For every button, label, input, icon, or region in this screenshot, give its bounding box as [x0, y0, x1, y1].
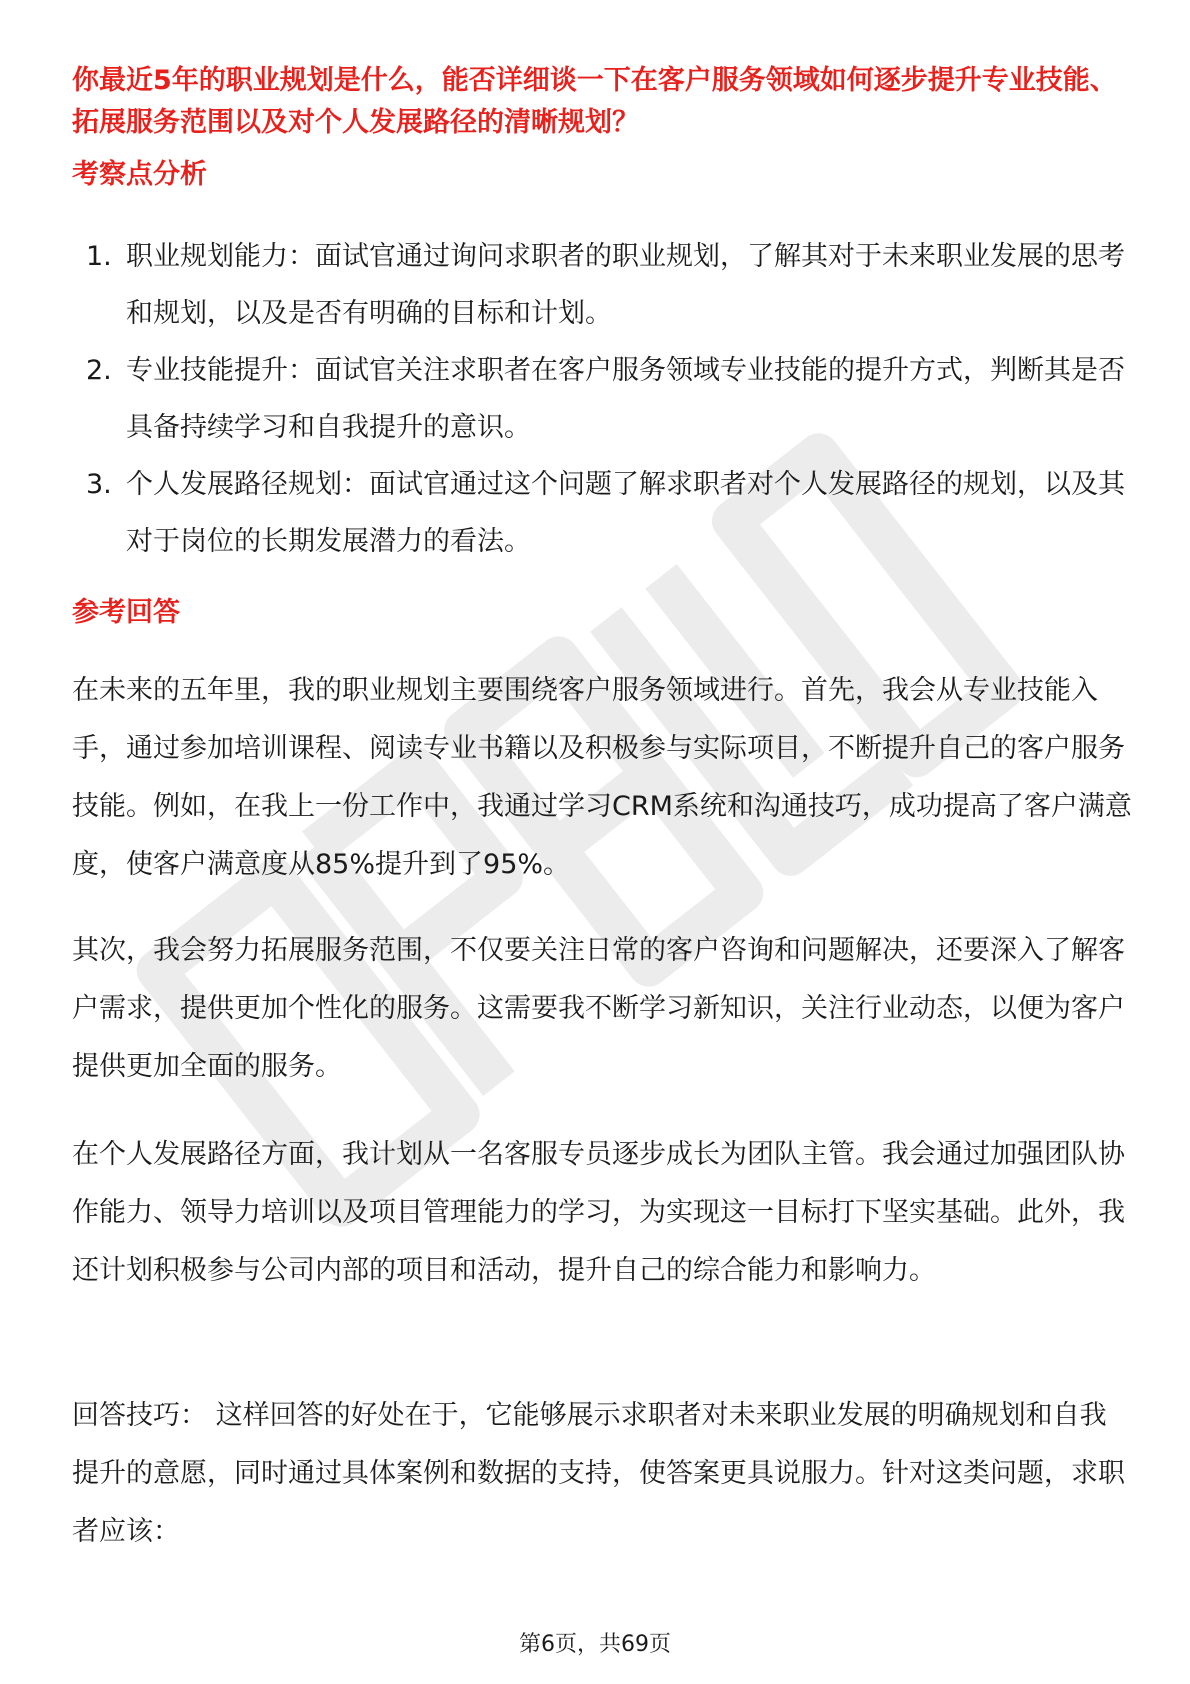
list-item-number: 2.: [86, 355, 112, 386]
list-item-number: 1.: [86, 241, 112, 272]
page-number-footer: 第6页，共69页: [519, 1632, 671, 1657]
answer-section-title: 参考回答: [72, 597, 180, 628]
analysis-section-title: 考察点分析: [72, 159, 207, 190]
list-item-text: 专业技能提升：面试官关注求职者在客户服务领域专业技能的提升方式，判断其是否具备持续学习和自我提升的意识。: [126, 355, 1125, 443]
list-item: [72, 342, 1132, 456]
list-item: [72, 456, 1132, 570]
list-item: [72, 228, 1132, 342]
answer-tips-paragraph: 回答技巧： 这样回答的好处在于，它能够展示求职者对未来职业发展的明确规划和自我提升的意愿，同时通过具体案例和数据的支持，使答案更具说服力。针对这类问题，求职者应该：: [72, 1400, 1125, 1547]
list-item-number: 3.: [86, 469, 112, 500]
list-item-text: 职业规划能力：面试官通过询问求职者的职业规划，了解其对于未来职业发展的思考和规划，以及是否有明确的目标和计划。: [126, 241, 1125, 329]
answer-paragraph: 其次，我会努力拓展服务范围，不仅要关注日常的客户咨询和问题解决，还要深入了解客户需求，提供更加个性化的服务。这需要我不断学习新知识，关注行业动态，以便为客户提供更加全面的服务。: [72, 935, 1125, 1082]
answer-paragraph: 在未来的五年里，我的职业规划主要围绕客户服务领域进行。首先，我会从专业技能入手，通过参加培训课程、阅读专业书籍以及积极参与实际项目，不断提升自己的客户服务技能。例如，在我上一份工作中，我通过学习CRM系统和沟通技巧，成功提高了客户满意度，使客户满意度从85%提升到了95%。: [72, 675, 1132, 880]
answer-paragraph: 在个人发展路径方面，我计划从一名客服专员逐步成长为团队主管。我会通过加强团队协作能力、领导力培训以及项目管理能力的学习，为实现这一目标打下坚实基础。此外，我还计划积极参与公司内部的项目和活动，提升自己的综合能力和影响力。: [72, 1139, 1125, 1286]
analysis-point-list: [72, 228, 1132, 570]
list-item-text: 个人发展路径规划：面试官通过这个问题了解求职者对个人发展路径的规划，以及其对于岗位的长期发展潜力的看法。: [126, 469, 1125, 557]
question-heading: 你最近5年的职业规划是什么，能否详细谈一下在客户服务领域如何逐步提升专业技能、拓展服务范围以及对个人发展路径的清晰规划？: [72, 65, 1117, 138]
